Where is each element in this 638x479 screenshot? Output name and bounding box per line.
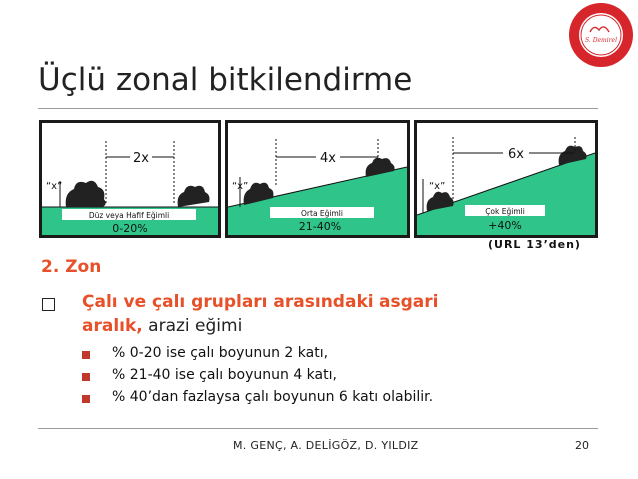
spacing-label-1: 2x <box>133 151 149 166</box>
university-logo <box>568 2 634 68</box>
main-bullet-line2 <box>82 316 242 336</box>
page-number: 20 <box>575 439 589 452</box>
x-mark-2: “x” <box>232 181 249 192</box>
square-bullet-icon <box>82 351 90 359</box>
main-bullet-part4: arazi eğimi <box>148 316 243 336</box>
figure-source: (URL 13’den) <box>488 238 581 251</box>
spacing-label-2: 4x <box>320 151 336 166</box>
x-mark-1: “x” <box>46 181 63 192</box>
figure-panel-flat <box>39 120 221 238</box>
sub-bullet-1: % 0-20 ise çalı boyunun 2 katı, <box>112 345 329 361</box>
figure-panel-steep <box>414 120 598 238</box>
sub-bullet-3: % 40’dan fazlaysa çalı boyunun 6 katı olabilir. <box>112 389 434 405</box>
footer-authors: M. GENÇ, A. DELİGÖZ, D. YILDIZ <box>233 439 419 452</box>
slope-label-3: Çok Eğimli <box>485 207 525 216</box>
main-bullet-part3: aralık, <box>82 316 143 336</box>
square-bullet-icon <box>82 373 90 381</box>
main-bullet-part1: Çalı ve çalı grupları arasındaki <box>82 292 374 312</box>
slope-label-1: Düz veya Hafif Eğimli <box>88 211 170 220</box>
slope-range-2: 21-40% <box>298 220 342 233</box>
x-mark-3: “x” <box>429 181 446 192</box>
slope-range-3: +40% <box>488 219 522 232</box>
slide-title: Üçlü zonal bitkilendirme <box>38 62 413 98</box>
checkbox-bullet-icon <box>42 298 55 311</box>
spacing-label-3: 6x <box>508 147 524 162</box>
zone-heading: 2. Zon <box>41 257 102 277</box>
slope-range-1: 0-20% <box>112 222 148 235</box>
title-divider <box>38 108 598 109</box>
main-bullet-line1 <box>82 292 438 312</box>
main-bullet-part2: asgari <box>378 292 439 312</box>
footer-divider <box>38 428 598 429</box>
logo-signature: S. Demirel <box>584 37 618 44</box>
sub-bullet-2: % 21-40 ise çalı boyunun 4 katı, <box>112 367 337 383</box>
slope-label-2: Orta Eğimli <box>301 209 343 218</box>
figure-panel-moderate <box>225 120 410 238</box>
square-bullet-icon <box>82 395 90 403</box>
